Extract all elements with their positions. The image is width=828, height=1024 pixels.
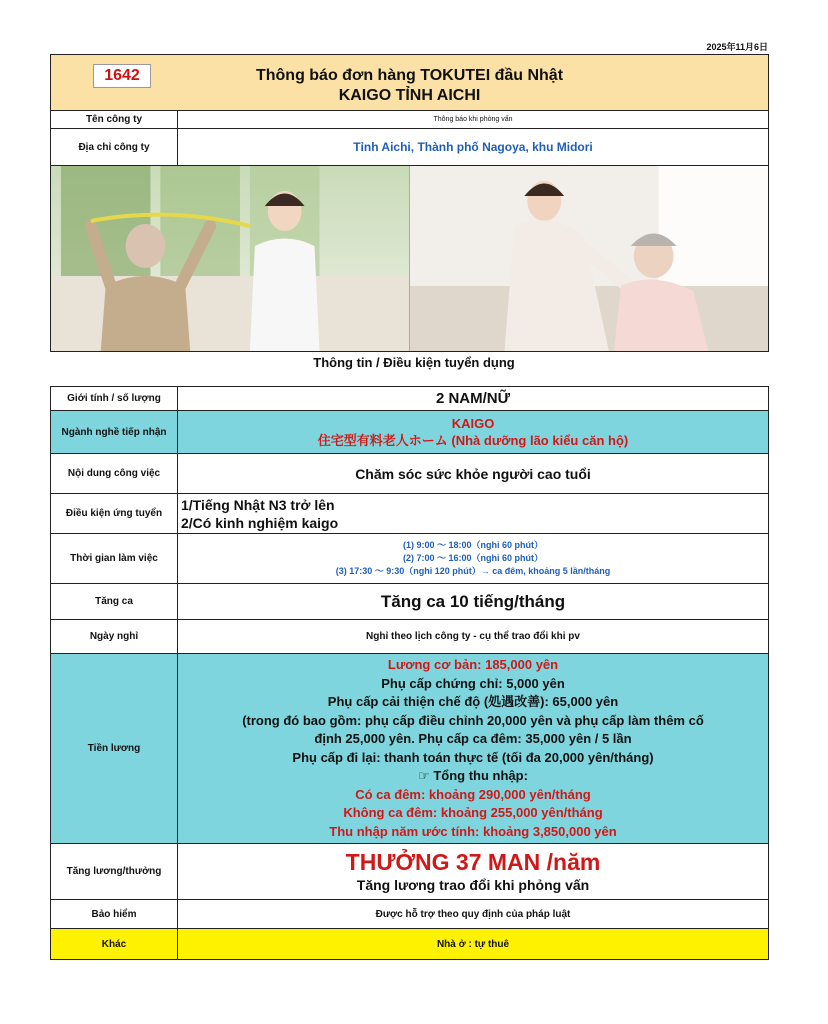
section-caption: Thông tin / Điều kiện tuyển dụng [313, 355, 515, 370]
work-hours-line-1: (1) 9:00 ～ 18:00（nghỉ 60 phút） [402, 540, 544, 550]
job-content-value: Chăm sóc sức khỏe người cao tuổi [355, 465, 591, 482]
holidays-label: Ngày nghỉ [51, 620, 178, 653]
insurance-row [51, 900, 768, 929]
conditions-line-1: 1/Tiếng Nhật N3 trở lên [181, 496, 335, 513]
conditions-value [178, 494, 768, 533]
industry-line-2: 住宅型有料老人ホーム (Nhà dưỡng lão kiểu căn hộ) [317, 433, 629, 448]
work-hours-line-2: (2) 7:00 ～ 16:00（nghỉ 60 phút） [402, 553, 544, 563]
document-date: 2025年11月6日 [706, 42, 768, 52]
work-hours-value [178, 534, 768, 583]
industry-label: Ngành nghề tiếp nhận [51, 411, 178, 453]
salary-note-2: định 25,000 yên. Phụ cấp ca đêm: 35,000 yên / 5 lần [314, 731, 632, 746]
other-value: Nhà ở : tự thuê [178, 929, 768, 959]
job-content-label: Nội dung công việc [51, 454, 178, 493]
overtime-label: Tăng ca [51, 584, 178, 619]
overtime-value: Tăng ca 10 tiếng/tháng [380, 591, 566, 611]
photo-exercise [51, 166, 409, 351]
bonus-label: Tăng lương/thưởng [51, 844, 178, 899]
insurance-value: Được hỗ trợ theo quy định của pháp luật [375, 908, 571, 920]
holidays-row [51, 620, 768, 654]
salary-improvement: Phụ cấp cải thiện chế độ (処遇改善): 65,000 yên [327, 694, 619, 709]
holidays-value: Nghỉ theo lịch công ty - cụ thể trao đổi khi pv [366, 631, 580, 642]
salary-label: Tiền lương [51, 654, 178, 843]
salary-travel: Phụ cấp đi lại: thanh toán thực tế (tối đa 20,000 yên/tháng) [292, 749, 654, 765]
job-content-row [51, 454, 768, 494]
industry-value [178, 411, 768, 453]
salary-certificate: Phụ cấp chứng chỉ: 5,000 yên [381, 675, 565, 691]
work-hours-label: Thời gian làm việc [51, 534, 178, 583]
company-address-label: Địa chỉ công ty [51, 129, 178, 165]
conditions-line-2: 2/Có kinh nghiệm kaigo [181, 514, 339, 531]
insurance-label: Bảo hiểm [51, 900, 178, 928]
photo-strip [51, 166, 768, 351]
work-hours-row [51, 534, 768, 584]
industry-row [51, 411, 768, 454]
raise-value: Tăng lương trao đổi khi phỏng vấn [356, 876, 590, 893]
conditions-label: Điều kiện ứng tuyển [51, 494, 178, 533]
overtime-row [51, 584, 768, 620]
title-line-2: KAIGO TỈNH AICHI [338, 87, 481, 104]
salary-annual: Thu nhập năm ước tính: khoảng 3,850,000 yên [329, 823, 617, 839]
conditions-row [51, 494, 768, 534]
salary-total [418, 767, 528, 786]
salary-value [178, 654, 768, 843]
salary-no-night-shift: Không ca đêm: khoảng 255,000 yên/tháng [343, 805, 603, 820]
work-hours-line-3: (3) 17:30 ～ 9:30（nghỉ 120 phút）→ ca đêm, khoảng 5 lần/tháng [335, 566, 611, 576]
details-table [50, 386, 769, 960]
bonus-value: THƯỞNG 37 MAN /năm [345, 848, 601, 875]
other-label: Khác [51, 929, 178, 959]
pointing-hand-icon: ☞ [418, 768, 434, 783]
page-title [201, 66, 618, 106]
title-row [51, 55, 768, 111]
header-table [50, 54, 769, 352]
salary-note-1: (trong đó bao gồm: phụ cấp điều chỉnh 20,000 yên và phụ cấp làm thêm cố [242, 712, 704, 728]
other-row [51, 929, 768, 959]
company-name-label: Tên công ty [51, 111, 178, 128]
gender-row [51, 387, 768, 411]
order-number: 1642 [93, 64, 151, 88]
company-address-row [51, 129, 768, 166]
salary-night-shift: Có ca đêm: khoảng 290,000 yên/tháng [355, 786, 591, 802]
salary-base: Lương cơ bản: 185,000 yên [387, 657, 559, 672]
salary-row [51, 654, 768, 844]
bonus-row [51, 844, 768, 900]
company-address-value: Tỉnh Aichi, Thành phố Nagoya, khu Midori [353, 140, 593, 154]
industry-line-1: KAIGO [451, 416, 495, 431]
gender-value: 2 NAM/NỮ [435, 390, 511, 407]
company-name-row [51, 111, 768, 129]
title-line-1: Thông báo đơn hàng TOKUTEI đầu Nhật [255, 67, 564, 84]
bonus-value-cell [178, 844, 768, 899]
salary-total-label: Tổng thu nhập: [433, 768, 528, 783]
gender-label: Giới tính / số lượng [51, 387, 178, 410]
company-name-value: Thông báo khi phỏng vấn [433, 116, 513, 123]
photo-care [409, 166, 768, 351]
